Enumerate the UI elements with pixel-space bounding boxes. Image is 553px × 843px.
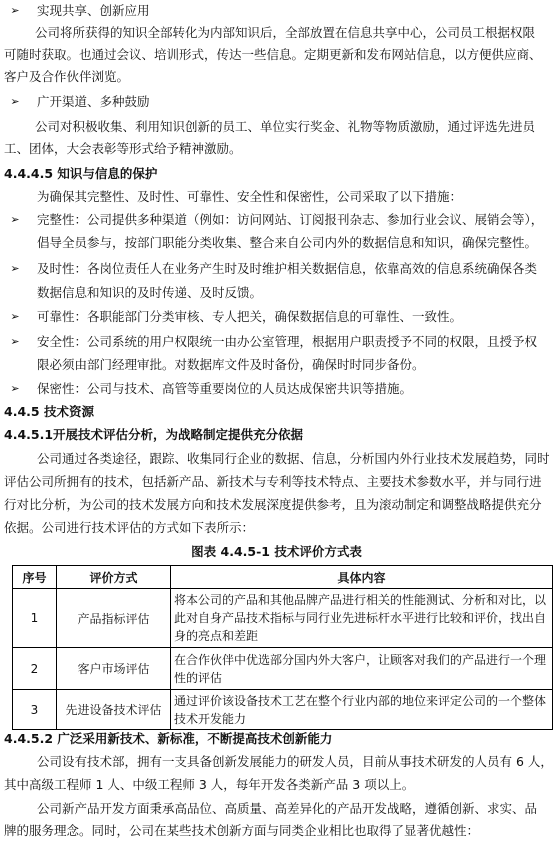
table-row [13, 690, 553, 730]
paragraph-line: 公司将所获得的知识全部转化为内部知识后，全部放置在信息共享中心，公司员工根据权限 [35, 25, 536, 40]
paragraph-line: 为确保其完整性、及时性、可靠性、安全性和保密性，公司采取了以下措施： [37, 189, 463, 204]
bullet-item [0, 258, 553, 280]
bullet-continuation: 倡导全员参与，按部门职能分类收集、整合来自公司内外的数据信息和知识，确保完整性。 [37, 235, 538, 250]
row-content: 将本公司的产品和其他品牌产品进行相关的性能测试、分析和对比，以此对自身产品技术指标与同行业先进标杆水平进行比较和评价，找出自身的亮点和差距 [171, 589, 553, 648]
bullet-arrow-icon: ➢ [10, 213, 20, 226]
bullet-text: 安全性：公司系统的用户权限统一由办公室管理，根据用户职责授予不同的权限，且授予权 [37, 334, 538, 349]
row-method: 产品指标评估 [57, 589, 171, 648]
bullet-item [0, 378, 553, 400]
bullet-heading: 实现共享、创新应用 [37, 3, 150, 18]
bullet-text: 完整性：公司提供多种渠道（例如：访问网站、订阅报刊杂志、参加行业会议、展销会等）， [37, 212, 544, 227]
bullet-text: 保密性：公司与技术、高管等重要岗位的人员达成保密共识等措施。 [37, 381, 413, 396]
subsection-heading: 4.4.5.1开展技术评估分析，为战略制定提供充分依据 [4, 427, 304, 442]
paragraph-line: 公司对积极收集、利用知识创新的员工、单位实行奖金、礼物等物质激励，通过评选先进员 [35, 119, 536, 134]
table-row [13, 589, 553, 648]
bullet-arrow-icon: ➢ [10, 335, 20, 348]
header-cell-content: 具体内容 [171, 566, 553, 589]
paragraph-line: 牌的服务理念。同时，公司在某些技术创新方面与同类企业相比也取得了显著优越性： [4, 823, 480, 838]
bullet-item [0, 306, 553, 328]
bullet-arrow-icon: ➢ [10, 95, 20, 108]
row-index: 3 [13, 690, 57, 730]
bullet-heading: 广开渠道、多种鼓励 [37, 94, 150, 109]
bullet-item [0, 209, 553, 231]
bullet-arrow-icon: ➢ [10, 262, 20, 275]
bullet-arrow-icon: ➢ [10, 382, 20, 395]
paragraph-line: 其中高级工程师 1 人、中级工程师 3 人，每年开发各类新产品 3 项以上。 [4, 777, 415, 792]
paragraph-line: 评估公司所拥有的技术，包括新产品、新技术与专利等技术特点、主要技术参数水平，并与同行进 [4, 474, 542, 489]
paragraph-line: 公司设有技术部，拥有一支具备创新发展能力的研发人员，目前从事技术研发的人员有 6 人， [37, 754, 553, 769]
bullet-item [0, 91, 553, 113]
subsection-heading: 4.4.5.2 广泛采用新技术、新标准，不断提高技术创新能力 [4, 731, 333, 746]
header-cell-method: 评价方式 [57, 566, 171, 589]
bullet-item [0, 331, 553, 353]
paragraph-line: 依据。公司进行技术评估的方式如下表所示： [4, 520, 255, 535]
bullet-arrow-icon: ➢ [10, 4, 20, 17]
row-index: 2 [13, 648, 57, 690]
paragraph-line: 公司新产品开发方面秉承高品位、高质量、高差异化的产品开发战略，遵循创新、求实、品 [37, 801, 538, 816]
header-cell-index: 序号 [13, 566, 57, 589]
bullet-continuation: 数据信息和知识的及时传递、及时反馈。 [37, 285, 263, 300]
paragraph-line: 工、团体，大会表彰等形式给予精神激励。 [4, 141, 242, 156]
table-header-row [13, 566, 553, 589]
bullet-text: 及时性：各岗位责任人在业务产生时及时维护相关数据信息，依靠高效的信息系统确保各类 [37, 261, 538, 276]
row-content: 通过评价该设备技术工艺在整个行业内部的地位来评定公司的一个整体技术开发能力 [171, 690, 553, 730]
section-heading: 4.4.5 技术资源 [4, 404, 94, 419]
bullet-text: 可靠性：各职能部门分类审核、专人把关，确保数据信息的可靠性、一致性。 [37, 309, 463, 324]
table-row [13, 648, 553, 690]
bullet-arrow-icon: ➢ [10, 310, 20, 323]
table-caption: 图表 4.4.5-1 技术评价方式表 [191, 544, 362, 559]
paragraph-line: 行对比分析，为公司的技术发展方向和技术发展深度提供参考，且为滚动制定和调整战略提供充分 [4, 497, 542, 512]
bullet-continuation: 限必须由部门经理审批。对数据库文件及时备份，确保时时同步备份。 [37, 357, 425, 372]
row-content: 在合作伙伴中优选部分国内外大客户，让顾客对我们的产品进行一个理性的评估 [171, 648, 553, 690]
row-method: 先进设备技术评估 [57, 690, 171, 730]
paragraph-line: 公司通过各类途径，跟踪、收集同行企业的数据、信息，分析国内外行业技术发展趋势，同时 [37, 451, 550, 466]
row-method: 客户市场评估 [57, 648, 171, 690]
bullet-item [0, 0, 553, 22]
section-heading: 4.4.4.5 知识与信息的保护 [4, 166, 158, 181]
paragraph-line: 可随时获取。也通过会议、培训形式，传达一些信息。定期更新和发布网站信息，以方便供应商、 [4, 47, 542, 62]
tech-evaluation-table [12, 565, 553, 730]
row-index: 1 [13, 589, 57, 648]
paragraph-line: 客户及合作伙伴浏览。 [4, 69, 130, 84]
